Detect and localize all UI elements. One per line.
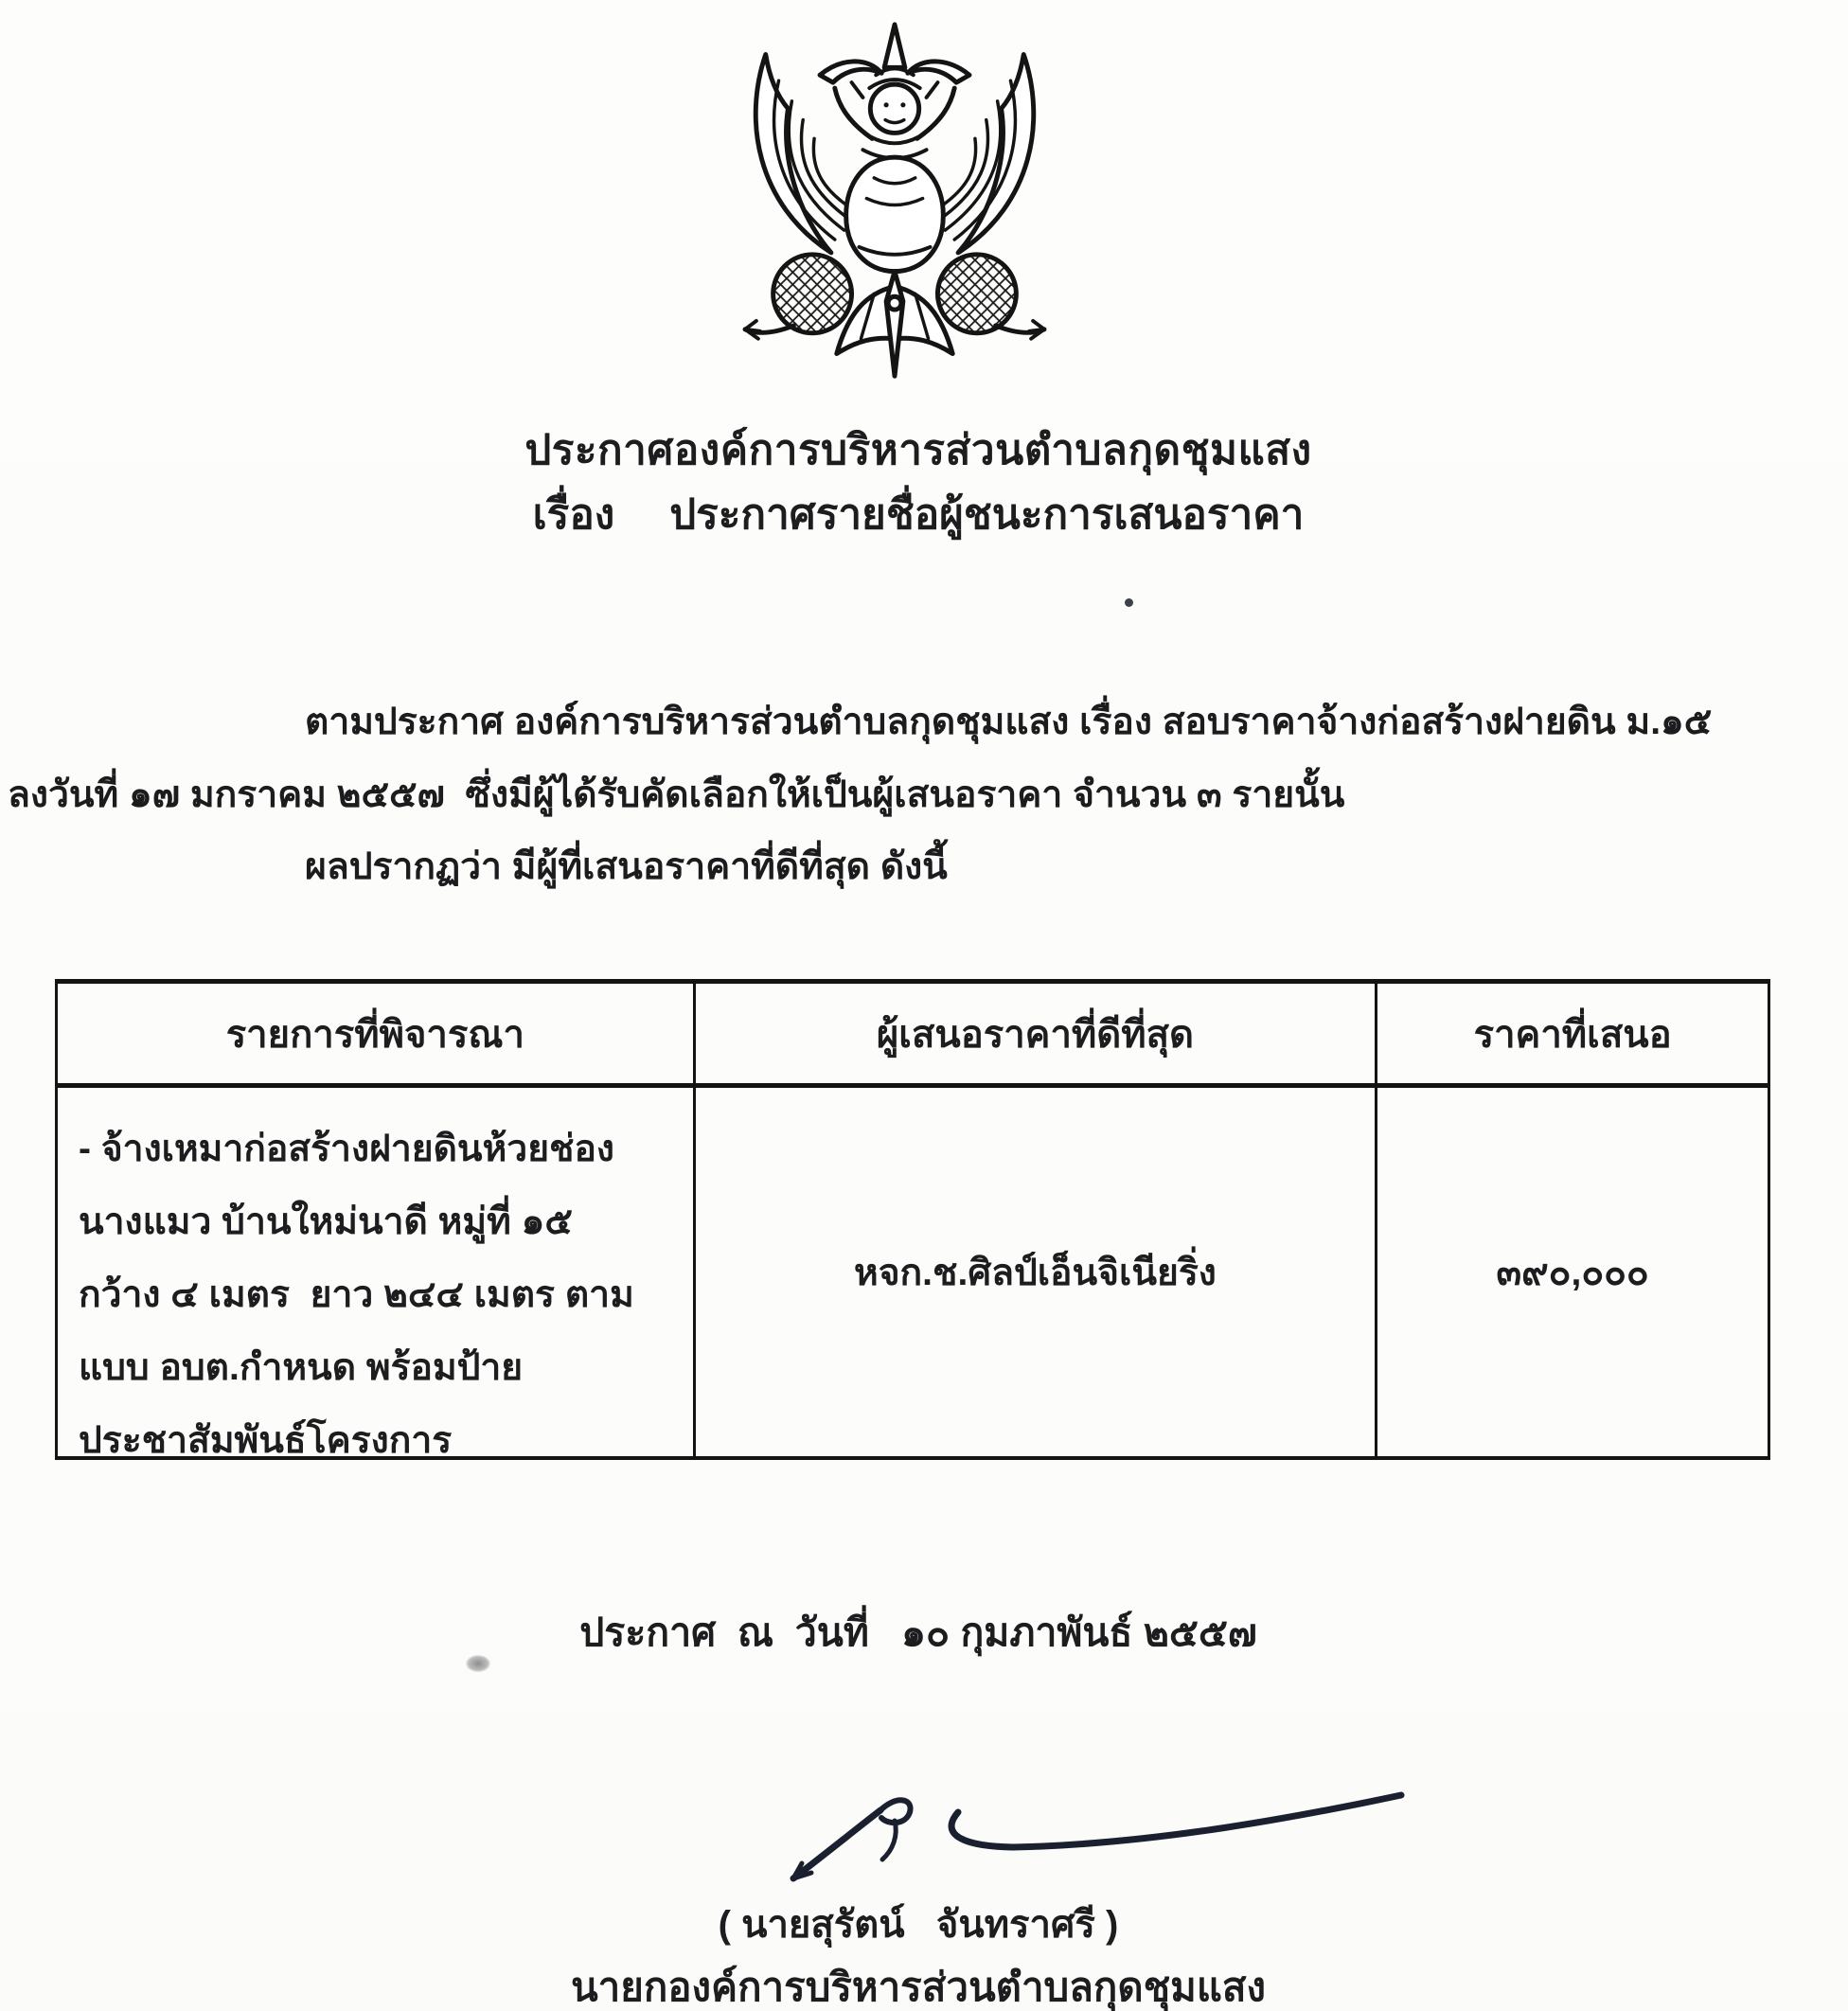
body-line-1: ตามประกาศ องค์การบริหารส่วนตำบลกุดชุมแสง เรื่อง สอบราคาจ้างก่อสร้างฝายดิน ม.๑๕: [305, 702, 1713, 742]
cell-item-description: [58, 1088, 696, 1461]
scan-dot-artifact: [1125, 598, 1133, 607]
item-line: ประชาสัมพันธ์โครงการ: [79, 1420, 453, 1461]
document-subject-line: [0, 481, 1837, 547]
header-best-bidder: ผู้เสนอราคาที่ดีที่สุด: [696, 984, 1378, 1083]
cell-offered-price: ๓๙๐,๐๐๐: [1496, 1252, 1649, 1293]
bid-results-table: [55, 979, 1770, 1460]
item-line: แบบ อบต.กำหนด พร้อมป้าย: [79, 1347, 524, 1388]
garuda-emblem-icon: [705, 17, 1084, 391]
scan-smudge-artifact: [466, 1655, 490, 1672]
subject-text: ประกาศรายชื่อผู้ชนะการเสนอราคา: [669, 491, 1305, 538]
item-line: นางแมว บ้านใหม่นาดี หมู่ที่ ๑๕: [79, 1201, 573, 1242]
subject-label: เรื่อง: [532, 491, 615, 538]
header-offered-price: ราคาที่เสนอ: [1473, 1013, 1672, 1056]
table-row: [58, 1088, 1768, 1461]
item-description-lines: [58, 1088, 693, 1477]
body-line-2: ลงวันที่ ๑๗ มกราคม ๒๕๕๗ ซึ่งมีผู้ได้รับคัดเลือกให้เป็นผู้เสนอราคา จำนวน ๓ รายนั้น: [8, 774, 1345, 815]
document-title: ประกาศองค์การบริหารส่วนตำบลกุดชุมแสง: [524, 427, 1312, 473]
cell-winning-bidder: หจก.ช.ศิลป์เอ็นจิเนียริ่ง: [696, 1088, 1378, 1456]
signer-position: นายกองค์การบริหารส่วนตำบลกุดชุมแสง: [570, 1965, 1267, 2009]
signature-handwriting: [738, 1776, 1411, 1890]
signer-name: ( นายสุรัตน์ จันทราศรี ): [718, 1904, 1119, 1946]
item-line: กว้าง ๔ เมตร ยาว ๒๔๔ เมตร ตาม: [79, 1274, 634, 1315]
table-header-row: [58, 984, 1768, 1088]
item-line: - จ้างเหมาก่อสร้างฝายดินห้วยช่อง: [79, 1129, 614, 1169]
announcement-date-line: ประกาศ ณ วันที่ ๑๐ กุมภาพันธ์ ๒๕๕๗: [579, 1611, 1257, 1654]
header-item-considered: รายการที่พิจารณา: [58, 984, 696, 1083]
body-line-3: ผลปรากฏว่า มีผู้ที่เสนอราคาที่ดีที่สุด ดังนี้: [305, 846, 948, 887]
